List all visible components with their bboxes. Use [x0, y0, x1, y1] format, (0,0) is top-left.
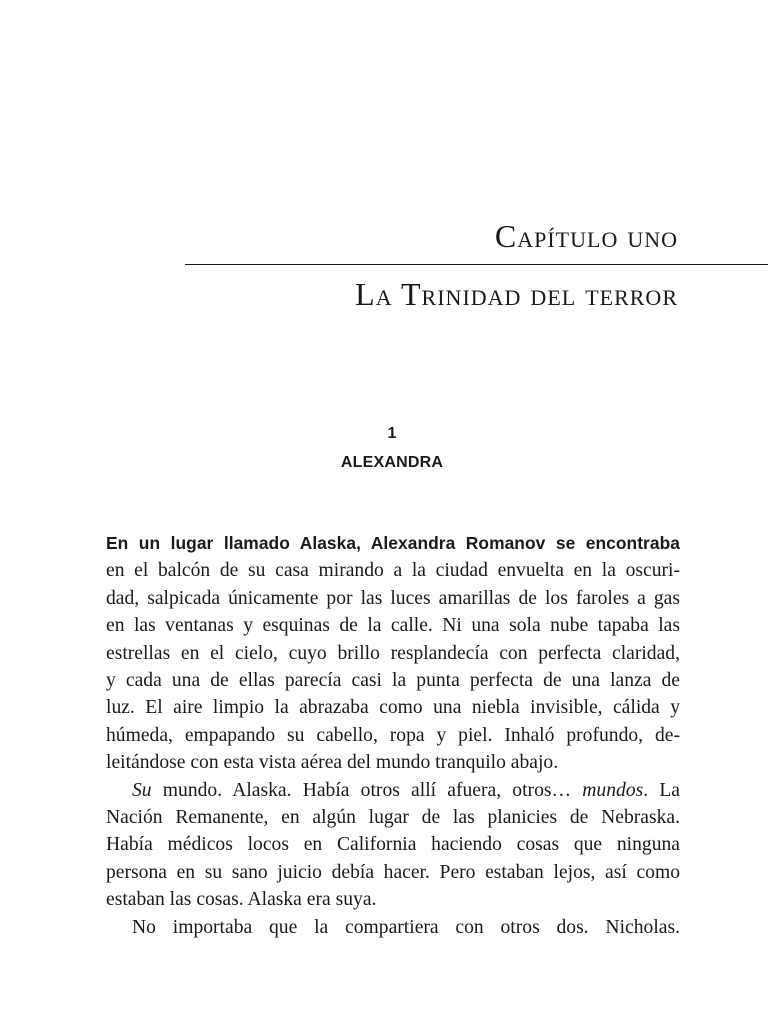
emphasis-text: Su	[132, 779, 152, 801]
paragraph-1-line: en el balcón de su casa mirando a la ciudad envuelta en la oscuri-	[106, 560, 680, 582]
paragraph-1-line: estrellas en el cielo, cuyo brillo resplandecía con perfecta claridad,	[106, 642, 680, 664]
paragraph-2-text: . La	[643, 779, 681, 801]
paragraph-1-line: leitándose con esta vista aérea del mundo tranquilo abajo.	[106, 752, 559, 774]
paragraph-2-line-first	[106, 777, 680, 804]
section-heading: ALEXANDRA	[340, 454, 444, 471]
paragraph-2-line: Había médicos locos en California haciendo cosas que ninguna	[106, 834, 680, 856]
paragraph-2-line: Nación Remanente, en algún lugar de las planicies de Nebraska.	[106, 807, 680, 829]
body-text	[106, 530, 680, 941]
section-number: 1	[387, 425, 397, 442]
paragraph-1-line: y cada una de ellas parecía casi la punta perfecta de una lanza de	[106, 670, 680, 692]
paragraph-2-line: persona en su sano juicio debía hacer. Pero estaban lejos, así como	[106, 861, 680, 883]
chapter-divider	[185, 264, 768, 265]
paragraph-2-line: estaban las cosas. Alaska era suya.	[106, 889, 377, 911]
paragraph-1-line: luz. El aire limpio la abrazaba como una niebla invisible, cálida y	[106, 697, 680, 719]
paragraph-1-line: en las ventanas y esquinas de la calle. Ni una sola nube tapaba las	[106, 615, 680, 637]
chapter-subtitle: La Trinidad del terror	[355, 276, 678, 312]
chapter-title: Capítulo uno	[494, 218, 678, 254]
paragraph-1-line: dad, salpicada únicamente por las luces amarillas de los faroles a gas	[106, 587, 680, 609]
lead-in-text: En un lugar llamado Alaska, Alexandra Romanov se encontraba	[106, 533, 680, 553]
paragraph-1-line-lead	[106, 530, 680, 557]
paragraph-2-text: mundo. Alaska. Había otros allí afuera, otros…	[151, 779, 583, 801]
emphasis-text: mundos	[582, 779, 644, 801]
paragraph-3-line: No importaba que la compartiera con otros dos. Nicholas.	[132, 916, 680, 938]
paragraph-1-line: húmeda, empapando su cabello, ropa y piel. Inhaló profundo, de-	[106, 724, 680, 746]
